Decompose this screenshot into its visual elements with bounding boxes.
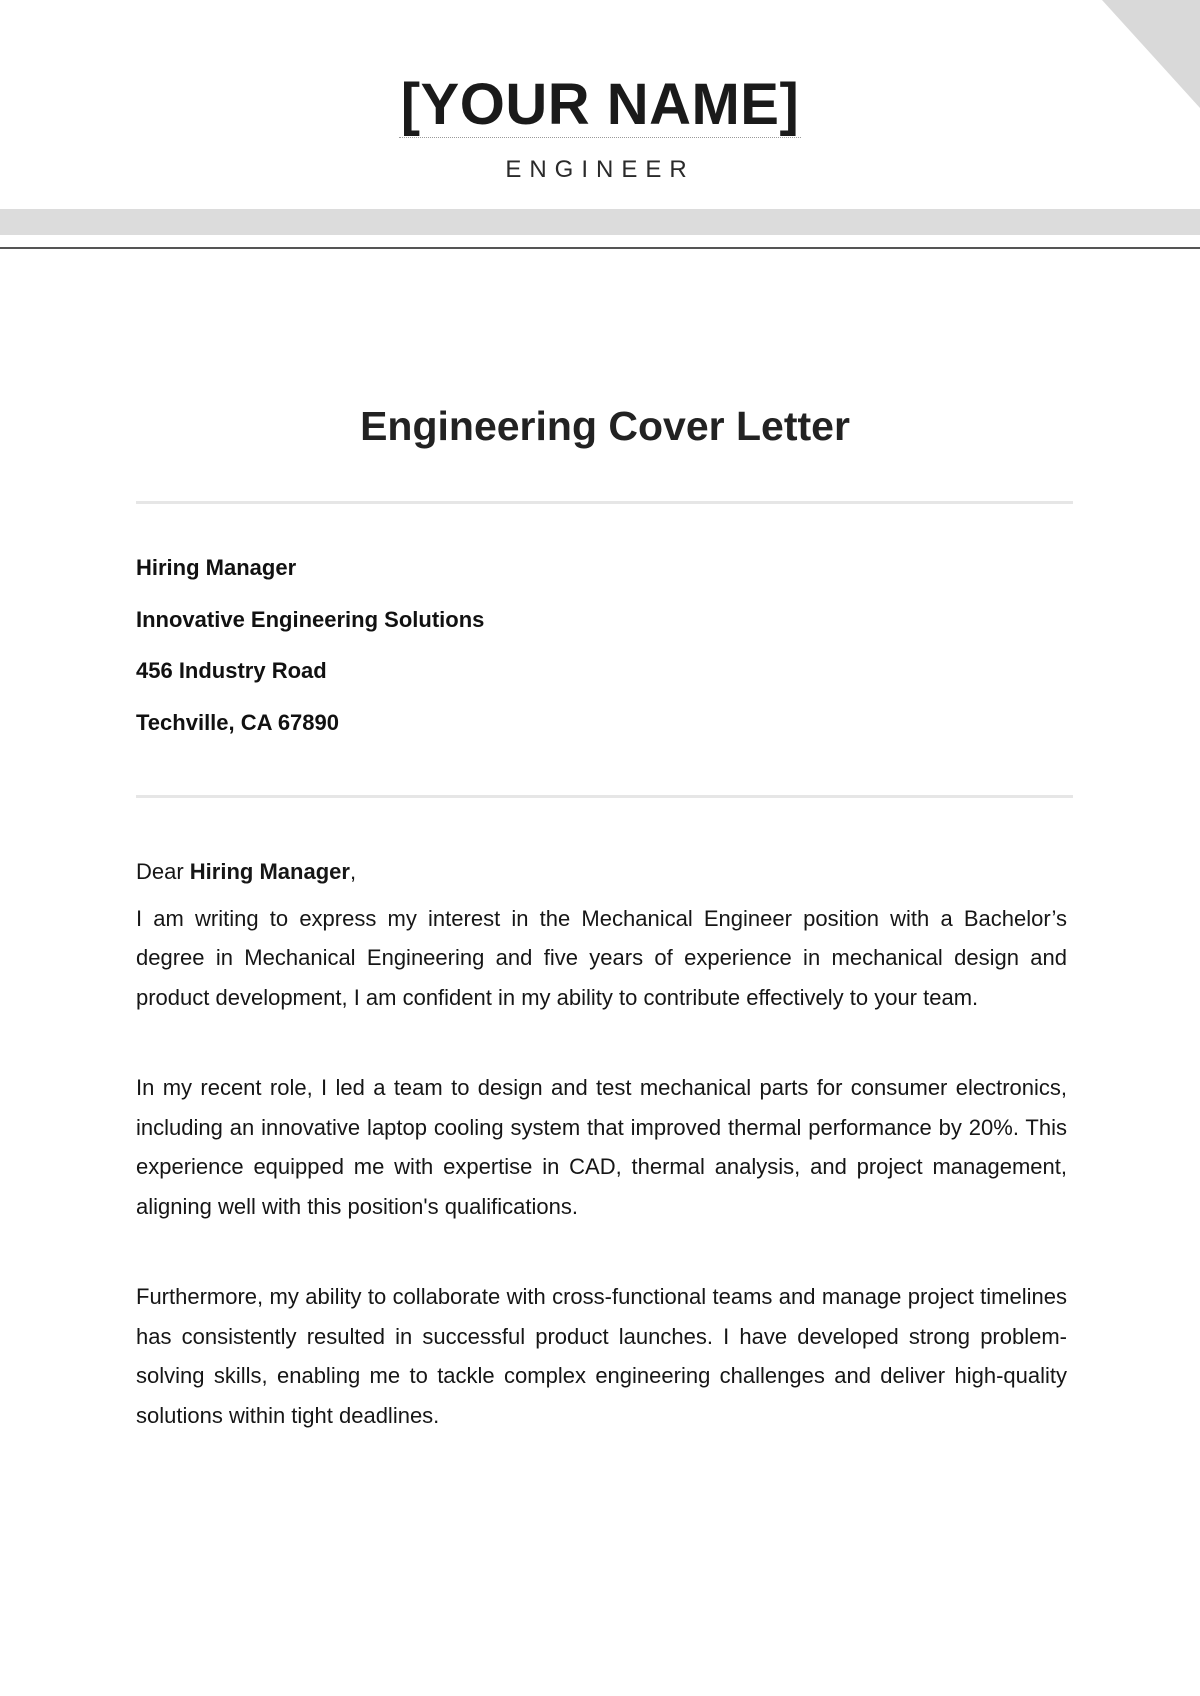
recipient-address: [136, 555, 736, 761]
salutation-name: Hiring Manager: [189, 859, 350, 884]
applicant-name: [0, 72, 1200, 138]
recipient-street: 456 Industry Road: [136, 658, 327, 683]
letter-body: [136, 852, 1067, 1486]
letterhead: [0, 0, 1200, 210]
salutation-prefix: Dear: [136, 859, 190, 884]
applicant-name-text: [YOUR NAME]: [400, 72, 800, 137]
recipient-company: Innovative Engineering Solutions: [136, 606, 485, 632]
paragraph-3: Furthermore, my ability to collaborate with cross-functional teams and manage project timelines has consistently resulted in successful product launches. I have developed strong problem-solving skills, enabling me to tackle complex engineering challenges and deliver high-quality solutions within tight deadlines.: [136, 1284, 1067, 1428]
divider-bottom: [136, 795, 1073, 798]
paragraph-2: In my recent role, I led a team to design and test mechanical parts for consumer electronics, including an innovative laptop cooling system that improved thermal performance by 20%. This experience equipped me with expertise in CAD, thermal analysis, and project management, aligning well with this position's qualifications.: [136, 1075, 1067, 1219]
applicant-role: ENGINEER: [505, 156, 695, 183]
salutation-suffix: ,: [349, 859, 357, 884]
recipient-city: Techville, CA 67890: [136, 709, 339, 735]
salutation: [136, 852, 1067, 892]
divider-top: [136, 501, 1073, 504]
header-rule: [0, 247, 1200, 249]
recipient-name: Hiring Manager: [136, 555, 297, 580]
paragraph-1: I am writing to express my interest in the Mechanical Engineer position with a Bachelor’s degree in Mechanical Engineering and five years of experience in mechanical design and product development, I am confident in my ability to contribute effectively to your team.: [136, 905, 1067, 1010]
document-title: Engineering Cover Letter: [360, 403, 850, 449]
header-band: [0, 209, 1200, 235]
